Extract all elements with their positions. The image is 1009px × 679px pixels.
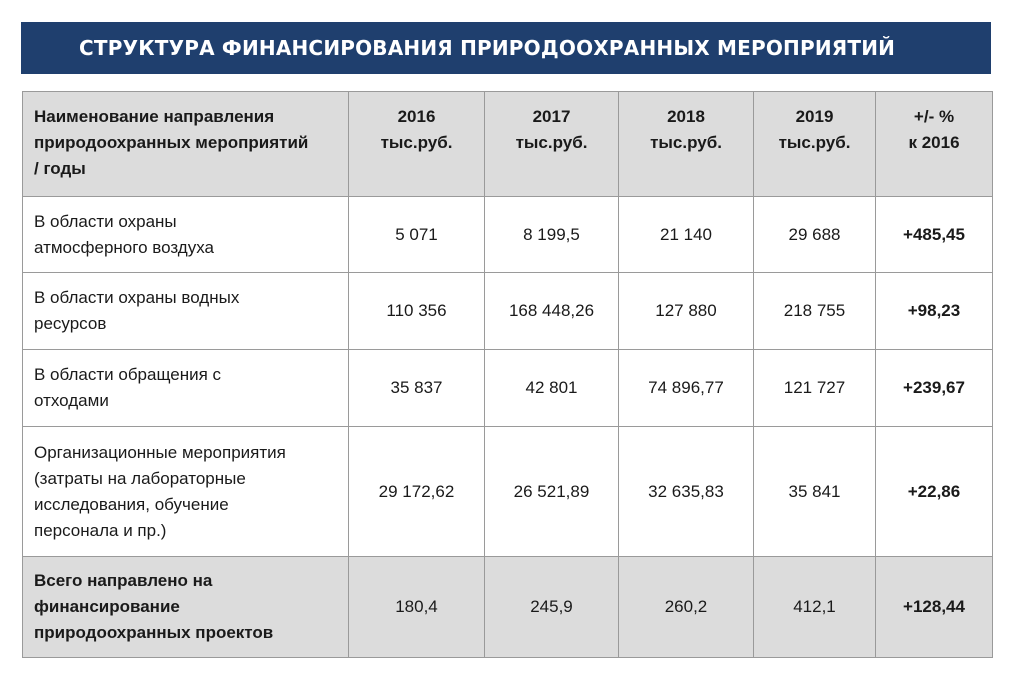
value-cell-2016: 29 172,62 [349, 427, 485, 557]
header-year: 2016 [397, 107, 436, 126]
value-cell-2018: 127 880 [619, 273, 754, 350]
total-name-line: Всего направлено на [34, 571, 213, 590]
header-year: 2019 [795, 107, 834, 126]
row-name-line: персонала и пр.) [34, 520, 167, 540]
value-cell-2017: 168 448,26 [485, 273, 619, 350]
total-cell-2016: 180,4 [349, 557, 485, 658]
header-2018-cell [619, 92, 754, 197]
value-cell-2017: 26 521,89 [485, 427, 619, 557]
change-cell: +22,86 [876, 427, 993, 557]
header-unit: тыс.руб. [778, 133, 851, 152]
header-2017-cell [485, 92, 619, 197]
total-cell-2019: 412,1 [754, 557, 876, 658]
row-name-line: исследования, обучение [34, 494, 229, 514]
table-row [23, 197, 993, 273]
total-name-line: финансирование [34, 597, 180, 616]
header-change-cell [876, 92, 993, 197]
value-cell-2017: 42 801 [485, 350, 619, 427]
value-cell-2019: 35 841 [754, 427, 876, 557]
value-cell-2016: 5 071 [349, 197, 485, 273]
header-year: 2018 [667, 107, 705, 126]
header-unit: тыс.руб. [515, 133, 588, 152]
header-name-line: / годы [34, 159, 86, 178]
header-change-base: к 2016 [908, 133, 960, 152]
value-cell-2018: 32 635,83 [619, 427, 754, 557]
header-unit: тыс.руб. [650, 133, 722, 152]
total-row [23, 557, 993, 658]
header-name-cell [23, 92, 349, 197]
total-cell-2018: 260,2 [619, 557, 754, 658]
header-change-label: +/- % [913, 107, 955, 126]
header-name-line: Наименование направления [34, 107, 275, 126]
value-cell-2018: 21 140 [619, 197, 754, 273]
change-cell: +98,23 [876, 273, 993, 350]
total-cell-2017: 245,9 [485, 557, 619, 658]
row-name-line: (затраты на лабораторные [34, 468, 246, 488]
value-cell-2019: 29 688 [754, 197, 876, 273]
row-name-cell [23, 427, 349, 557]
table-row [23, 273, 993, 350]
value-cell-2019: 121 727 [754, 350, 876, 427]
change-cell: +485,45 [876, 197, 993, 273]
header-2019-cell [754, 92, 876, 197]
row-name-cell [23, 197, 349, 273]
row-name-cell [23, 350, 349, 427]
row-name-line: В области обращения с [34, 365, 222, 384]
table-header-row [23, 92, 993, 197]
row-name-line: Организационные мероприятия [34, 442, 286, 462]
header-2016-cell [349, 92, 485, 197]
value-cell-2017: 8 199,5 [485, 197, 619, 273]
title-banner [21, 22, 991, 74]
value-cell-2018: 74 896,77 [619, 350, 754, 427]
total-name-line: природоохранных проектов [34, 623, 274, 642]
row-name-cell [23, 273, 349, 350]
value-cell-2016: 110 356 [349, 273, 485, 350]
total-change-cell: +128,44 [876, 557, 993, 658]
header-unit: тыс.руб. [380, 133, 453, 152]
header-name-line: природоохранных мероприятий [34, 133, 309, 152]
row-name-line: ресурсов [34, 314, 107, 333]
table-row [23, 427, 993, 557]
banner-title: СТРУКТУРА ФИНАНСИРОВАНИЯ ПРИРОДООХРАННЫХ МЕРОПРИЯТИЙ [79, 36, 896, 60]
financing-table [22, 91, 993, 658]
value-cell-2016: 35 837 [349, 350, 485, 427]
row-name-line: атмосферного воздуха [34, 237, 214, 257]
table-row [23, 350, 993, 427]
value-cell-2019: 218 755 [754, 273, 876, 350]
row-name-line: В области охраны водных [34, 288, 240, 307]
row-name-line: В области охраны [34, 211, 177, 231]
change-cell: +239,67 [876, 350, 993, 427]
header-year: 2017 [532, 107, 571, 126]
total-name-cell [23, 557, 349, 658]
row-name-line: отходами [34, 391, 109, 410]
